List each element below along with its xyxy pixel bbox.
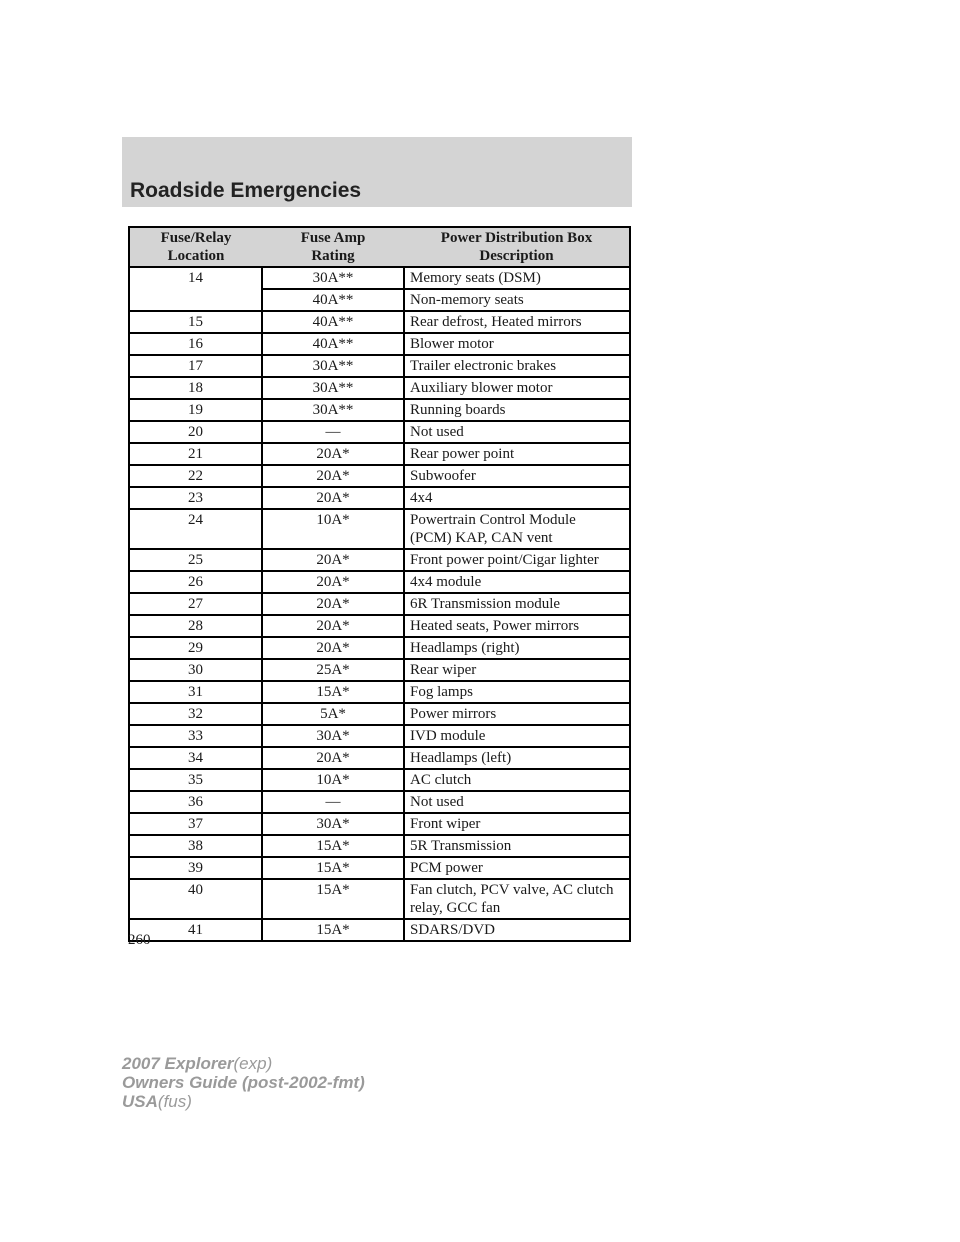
description-line: Rear wiper — [410, 662, 477, 678]
footer-line-3: USA(fus) — [122, 1092, 192, 1111]
fuse-amp-cell: 20A* — [262, 637, 404, 659]
fuse-amp-cell: 40A** — [262, 333, 404, 355]
fuse-description-cell — [404, 311, 630, 333]
fuse-amp-cell: 20A* — [262, 593, 404, 615]
table-row — [129, 311, 630, 333]
fuse-location-cell: 26 — [129, 571, 262, 593]
description-line: Blower motor — [410, 336, 494, 352]
fuse-location-cell: 33 — [129, 725, 262, 747]
description-line: Powertrain Control Module — [410, 512, 576, 528]
fuse-location-cell: 27 — [129, 593, 262, 615]
table-row — [129, 659, 630, 681]
fuse-description-cell — [404, 919, 630, 941]
fuse-amp-cell: 30A** — [262, 355, 404, 377]
description-line: 4x4 — [410, 490, 433, 506]
fuse-amp-cell: 10A* — [262, 769, 404, 791]
table-row — [129, 355, 630, 377]
fuse-amp-cell: 20A* — [262, 443, 404, 465]
table-row — [129, 267, 630, 289]
fuse-amp-cell: 40A** — [262, 311, 404, 333]
table-row — [129, 725, 630, 747]
fuse-description-cell — [404, 509, 630, 549]
fuse-description-cell — [404, 813, 630, 835]
table-row — [129, 399, 630, 421]
fuse-location-cell: 19 — [129, 399, 262, 421]
fuse-location-cell: 16 — [129, 333, 262, 355]
table-row — [129, 509, 630, 549]
fuse-location-cell: 41 — [129, 919, 262, 941]
fuse-amp-cell: 20A* — [262, 549, 404, 571]
fuse-location-cell: 32 — [129, 703, 262, 725]
description-line: Power mirrors — [410, 706, 497, 722]
table-row — [129, 549, 630, 571]
table-row — [129, 769, 630, 791]
description-line: Heated seats, Power mirrors — [410, 618, 580, 634]
table-row — [129, 593, 630, 615]
table-row — [129, 879, 630, 919]
table-row — [129, 333, 630, 355]
table-row — [129, 835, 630, 857]
table-row — [129, 443, 630, 465]
fuse-amp-cell: 30A** — [262, 267, 404, 289]
fuse-description-cell — [404, 289, 630, 311]
section-title: Roadside Emergencies — [130, 179, 362, 202]
fuse-location-cell: 20 — [129, 421, 262, 443]
fuse-amp-cell: 15A* — [262, 835, 404, 857]
fuse-amp-cell: 15A* — [262, 681, 404, 703]
description-line: 5R Transmission — [410, 838, 512, 854]
fuse-location-cell: 39 — [129, 857, 262, 879]
fuse-description-cell — [404, 835, 630, 857]
fuse-description-cell — [404, 879, 630, 919]
fuse-description-cell — [404, 593, 630, 615]
column-header-location: Fuse/Relay Location — [129, 227, 262, 267]
description-line: Fog lamps — [410, 684, 473, 700]
fuse-description-cell — [404, 399, 630, 421]
table-row — [129, 791, 630, 813]
table-row — [129, 465, 630, 487]
description-line: Not used — [410, 424, 464, 440]
description-line: Headlamps (right) — [410, 640, 520, 656]
fuse-description-cell — [404, 267, 630, 289]
description-line: SDARS/DVD — [410, 922, 496, 938]
fuse-location-cell: 40 — [129, 879, 262, 919]
fuse-amp-cell: 15A* — [262, 879, 404, 919]
fuse-location-cell: 35 — [129, 769, 262, 791]
fuse-description-cell — [404, 549, 630, 571]
description-line: Front power point/Cigar lighter — [410, 552, 599, 568]
table-row — [129, 857, 630, 879]
description-line: Rear power point — [410, 446, 515, 462]
fuse-description-cell — [404, 747, 630, 769]
fuse-amp-cell: 30A* — [262, 813, 404, 835]
fuse-amp-cell: 20A* — [262, 487, 404, 509]
table-row — [129, 421, 630, 443]
fuse-description-cell — [404, 333, 630, 355]
fuse-amp-cell: 20A* — [262, 465, 404, 487]
fuse-description-cell — [404, 791, 630, 813]
fuse-location-cell: 38 — [129, 835, 262, 857]
description-line: Fan clutch, PCV valve, AC clutch — [410, 882, 614, 898]
fuse-description-cell — [404, 857, 630, 879]
description-line: Rear defrost, Heated mirrors — [410, 314, 582, 330]
description-line: (PCM) KAP, CAN vent — [410, 530, 553, 546]
fuse-amp-cell: 40A** — [262, 289, 404, 311]
fuse-description-cell — [404, 725, 630, 747]
column-header-description: Power Distribution Box Description — [404, 227, 630, 267]
fuse-location-cell: 14 — [129, 267, 262, 289]
fuse-location-cell: 36 — [129, 791, 262, 813]
document-footer — [122, 1054, 365, 1111]
fuse-description-cell — [404, 637, 630, 659]
description-line: Headlamps (left) — [410, 750, 512, 766]
description-line: relay, GCC fan — [410, 900, 501, 916]
page-number: 260 — [128, 932, 151, 948]
fuse-description-cell — [404, 571, 630, 593]
table-header-row — [129, 227, 630, 267]
fuse-location-cell: 30 — [129, 659, 262, 681]
fuse-location-cell — [129, 289, 262, 311]
fuse-location-cell: 21 — [129, 443, 262, 465]
fuse-location-cell: 28 — [129, 615, 262, 637]
footer-line-1: 2007 Explorer(exp) — [122, 1054, 273, 1073]
fuse-location-cell: 34 — [129, 747, 262, 769]
description-line: AC clutch — [410, 772, 472, 788]
description-line: Non-memory seats — [410, 292, 524, 308]
table-row — [129, 571, 630, 593]
fuse-location-cell: 37 — [129, 813, 262, 835]
fuse-amp-cell: 20A* — [262, 571, 404, 593]
table-row — [129, 747, 630, 769]
table-row — [129, 377, 630, 399]
fuse-location-cell: 31 — [129, 681, 262, 703]
fuse-location-cell: 23 — [129, 487, 262, 509]
description-line: Running boards — [410, 402, 506, 418]
fuse-description-cell — [404, 703, 630, 725]
fuse-amp-cell: 25A* — [262, 659, 404, 681]
fuse-description-cell — [404, 355, 630, 377]
fuse-table — [128, 226, 631, 942]
fuse-description-cell — [404, 659, 630, 681]
fuse-amp-cell: — — [262, 791, 404, 813]
fuse-amp-cell: 30A** — [262, 399, 404, 421]
fuse-amp-cell: 30A* — [262, 725, 404, 747]
footer-line-2: Owners Guide (post-2002-fmt) — [122, 1073, 365, 1092]
fuse-amp-cell: 10A* — [262, 509, 404, 549]
table-row — [129, 681, 630, 703]
fuse-amp-cell: — — [262, 421, 404, 443]
fuse-location-cell: 22 — [129, 465, 262, 487]
fuse-location-cell: 24 — [129, 509, 262, 549]
description-line: Subwoofer — [410, 468, 476, 484]
table-row — [129, 615, 630, 637]
description-line: PCM power — [410, 860, 483, 876]
table-row — [129, 813, 630, 835]
description-line: 6R Transmission module — [410, 596, 561, 612]
fuse-amp-cell: 20A* — [262, 615, 404, 637]
description-line: 4x4 module — [410, 574, 482, 590]
fuse-location-cell: 17 — [129, 355, 262, 377]
table-row — [129, 289, 630, 311]
description-line: Auxiliary blower motor — [410, 380, 553, 396]
fuse-location-cell: 15 — [129, 311, 262, 333]
description-line: Not used — [410, 794, 464, 810]
fuse-description-cell — [404, 487, 630, 509]
fuse-description-cell — [404, 615, 630, 637]
section-header — [122, 137, 632, 207]
fuse-amp-cell: 20A* — [262, 747, 404, 769]
fuse-description-cell — [404, 443, 630, 465]
fuse-amp-cell: 15A* — [262, 857, 404, 879]
fuse-location-cell: 25 — [129, 549, 262, 571]
fuse-description-cell — [404, 769, 630, 791]
table-row — [129, 637, 630, 659]
description-line: Front wiper — [410, 816, 481, 832]
description-line: IVD module — [410, 728, 486, 744]
description-line: Memory seats (DSM) — [410, 270, 541, 286]
description-line: Trailer electronic brakes — [410, 358, 557, 374]
fuse-amp-cell: 15A* — [262, 919, 404, 941]
table-row — [129, 919, 630, 941]
fuse-amp-cell: 30A** — [262, 377, 404, 399]
column-header-amp-rating: Fuse Amp Rating — [262, 227, 404, 267]
fuse-location-cell: 18 — [129, 377, 262, 399]
fuse-description-cell — [404, 465, 630, 487]
table-row — [129, 703, 630, 725]
table-row — [129, 487, 630, 509]
fuse-description-cell — [404, 681, 630, 703]
fuse-description-cell — [404, 377, 630, 399]
fuse-location-cell: 29 — [129, 637, 262, 659]
fuse-description-cell — [404, 421, 630, 443]
fuse-amp-cell: 5A* — [262, 703, 404, 725]
